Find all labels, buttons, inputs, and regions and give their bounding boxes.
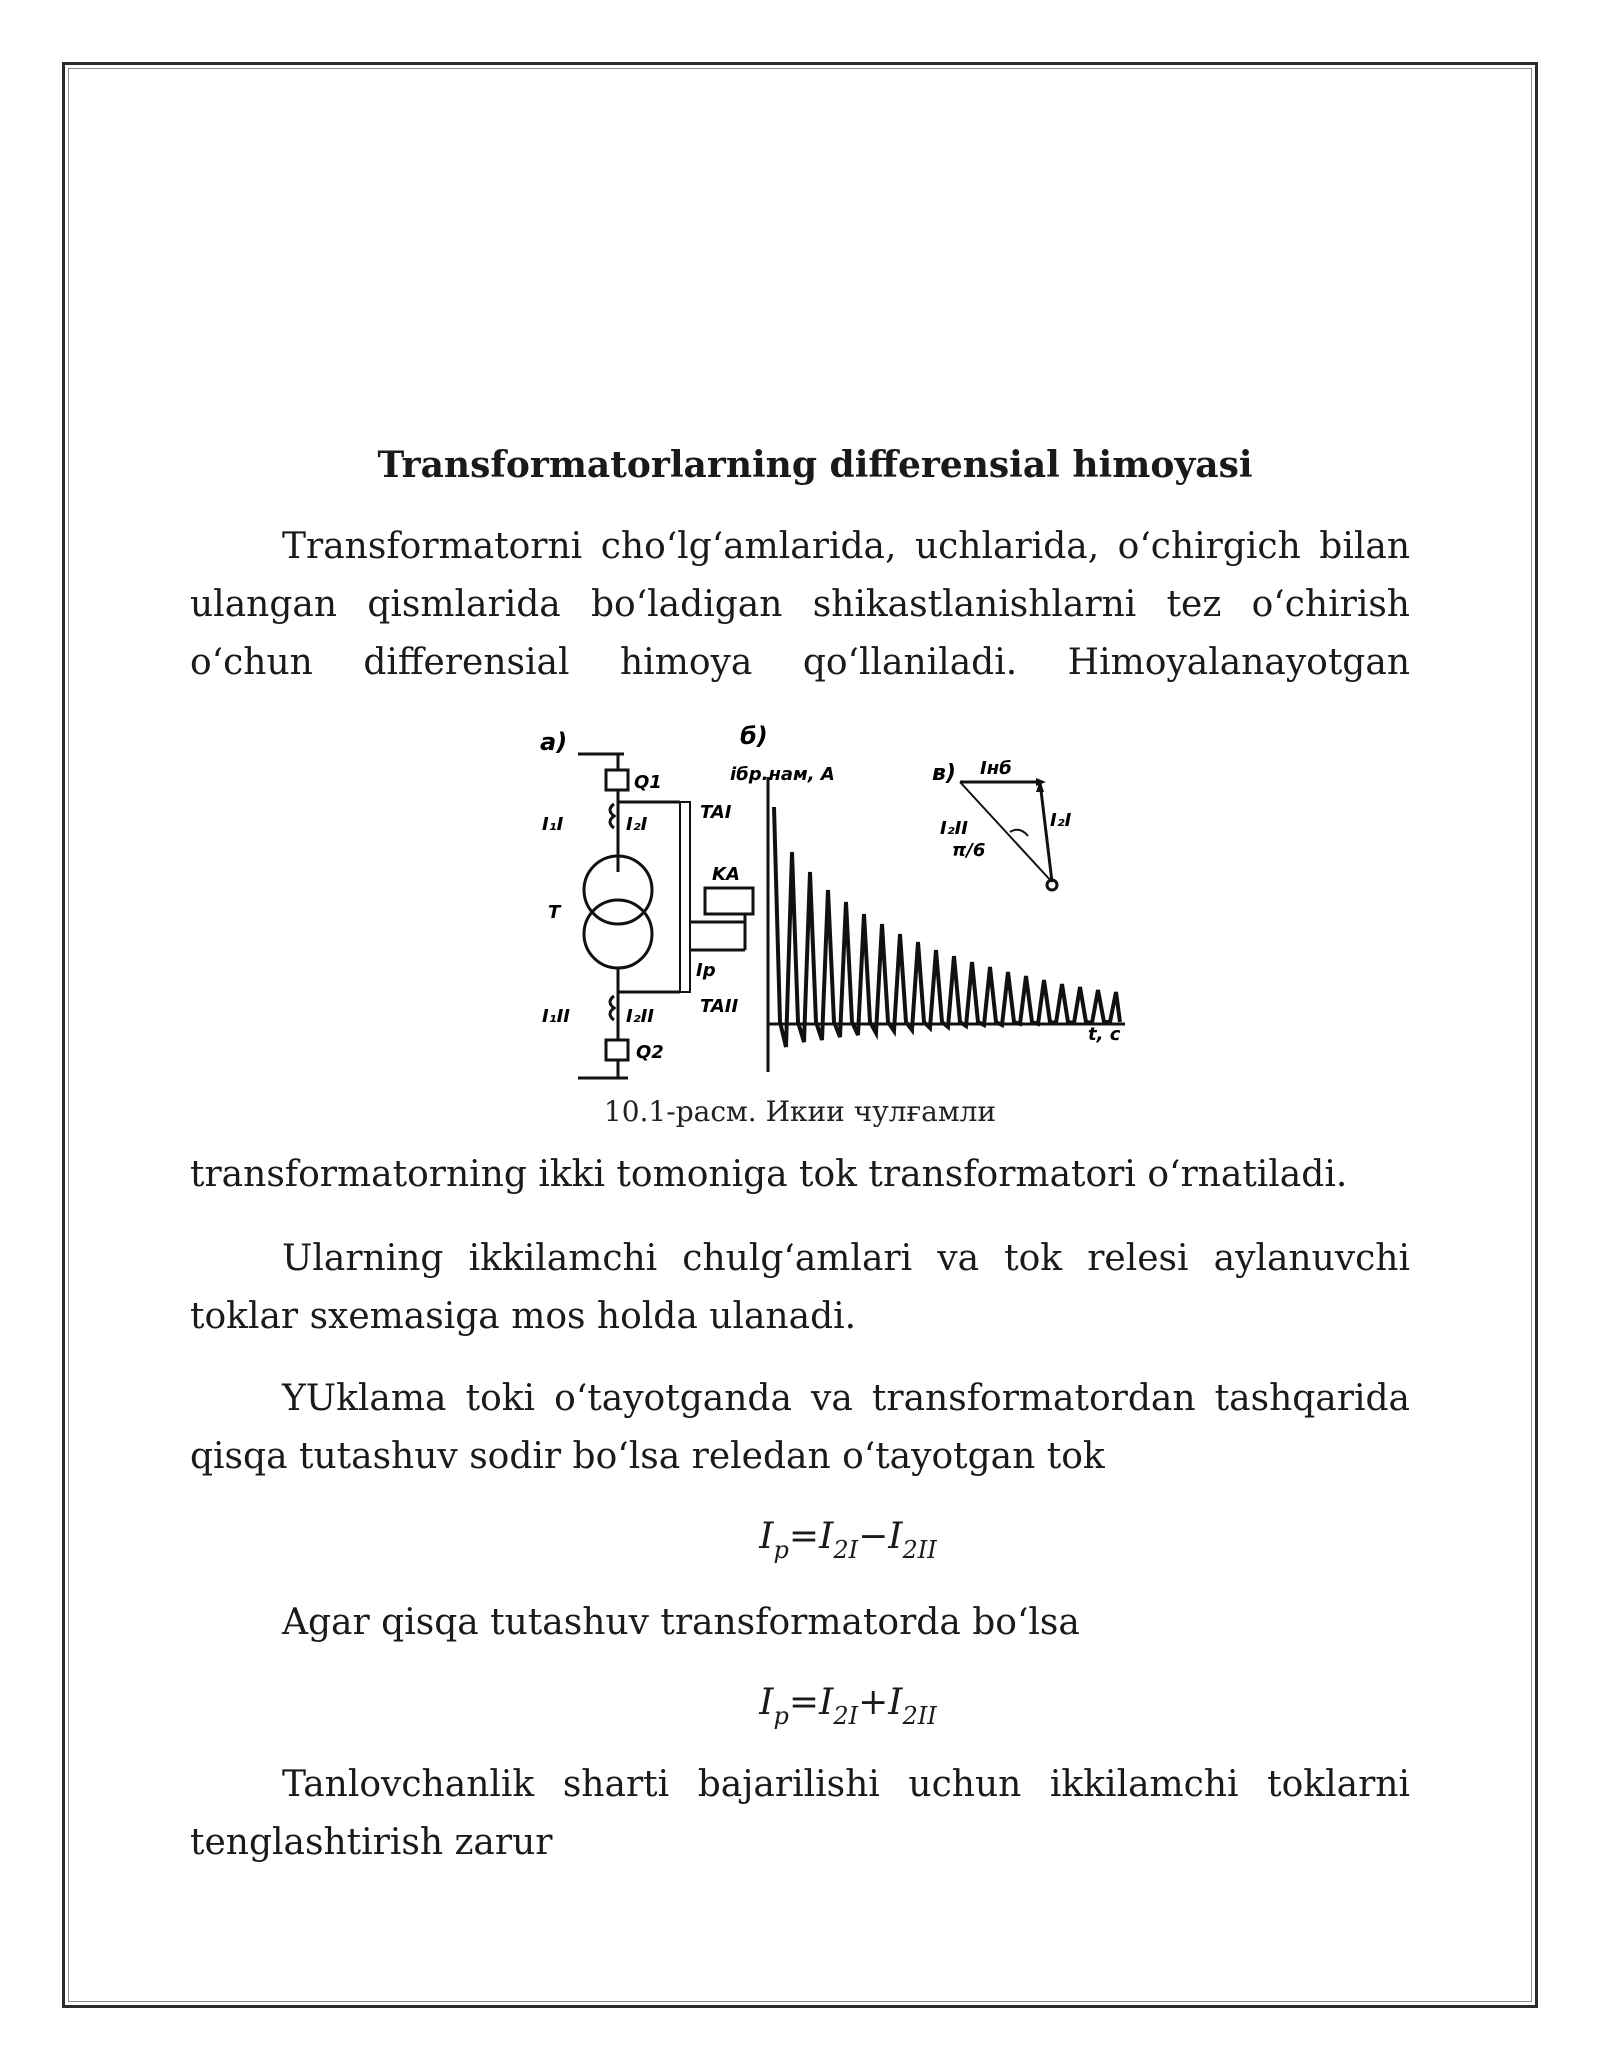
breaker-q2 [606,1040,628,1060]
vector-i2ii [960,782,1052,882]
ta1-coil [610,804,614,828]
label-ibr: iбр.нам, A [730,764,835,785]
paragraph-continuation: transformatorning ikki tomoniga tok transformatori o‘rnatiladi. [190,1154,1348,1195]
label-tc: t, c [1088,1024,1121,1045]
vector-i2i [1040,782,1052,882]
label-i1i: I₁I [542,814,564,835]
label-i2ii: I₂II [626,1006,654,1027]
panel-a-label: а) [540,728,568,756]
label-q2: Q2 [636,1042,664,1063]
figure-diagram [540,722,1130,1086]
label-t: T [548,902,561,923]
vector-origin [1047,880,1057,890]
paragraph-secondary-windings: Ularning ikkilamchi chulg‘amlari va tok relesi aylanuvchi toklar sxemasiga mos holda ulanadi. [190,1238,1410,1337]
label-inb: Iнб [980,758,1012,779]
label-q1: Q1 [634,772,662,793]
panel-c-label: в) [932,761,956,786]
label-ip: Iр [696,960,716,981]
ta2-coil [610,996,614,1020]
figure-caption: 10.1-расм. Икии чулғамли [603,1095,997,1128]
secondary-loop-right [680,802,690,992]
label-ta1: TAI [700,802,732,823]
label-vec-i2ii: I₂II [940,818,968,839]
label-vec-i2i: I₂I [1050,810,1072,831]
label-i2i: I₂I [626,814,648,835]
transformer-winding-2 [584,900,652,968]
inrush-current-waveform [774,807,1120,1047]
paragraph-intro: Transformatorni cho‘lg‘amlarida, uchlarida, o‘chirgich bilan ulangan qismlarida bo‘ladigan shikastlanishlarni tez o‘chirish o‘chun differensial himoya qo‘llaniladi. Himoyalanayotgan [190,526,1410,683]
page-title: Transformatorlarning differensial himoyasi [377,444,1253,486]
panel-b-label: б) [740,722,768,750]
formula-external-fault: $I_p=I_{2I}-I_{2II}$ [759,1516,937,1564]
relay-ka [705,888,753,914]
label-i1ii: I₁II [542,1006,570,1027]
formula-internal-fault: $I_p=I_{2I}+I_{2II}$ [759,1682,937,1730]
paragraph-load-current: YUklama toki o‘tayotganda va transformatordan tashqarida qisqa tutashuv sodir bo‘lsa reledan o‘tayotgan tok [190,1378,1410,1477]
breaker-q1 [606,770,628,790]
label-angle: π/6 [952,840,986,861]
paragraph-selectivity: Tanlovchanlik sharti bajarilishi uchun ikkilamchi toklarni tenglashtirish zarur [190,1764,1410,1863]
label-ka: KA [712,864,740,885]
vector-angle-arc [1010,830,1028,836]
paragraph-internal-fault: Agar qisqa tutashuv transformatorda bo‘lsa [282,1602,1080,1643]
label-ta2: TAII [700,996,739,1017]
